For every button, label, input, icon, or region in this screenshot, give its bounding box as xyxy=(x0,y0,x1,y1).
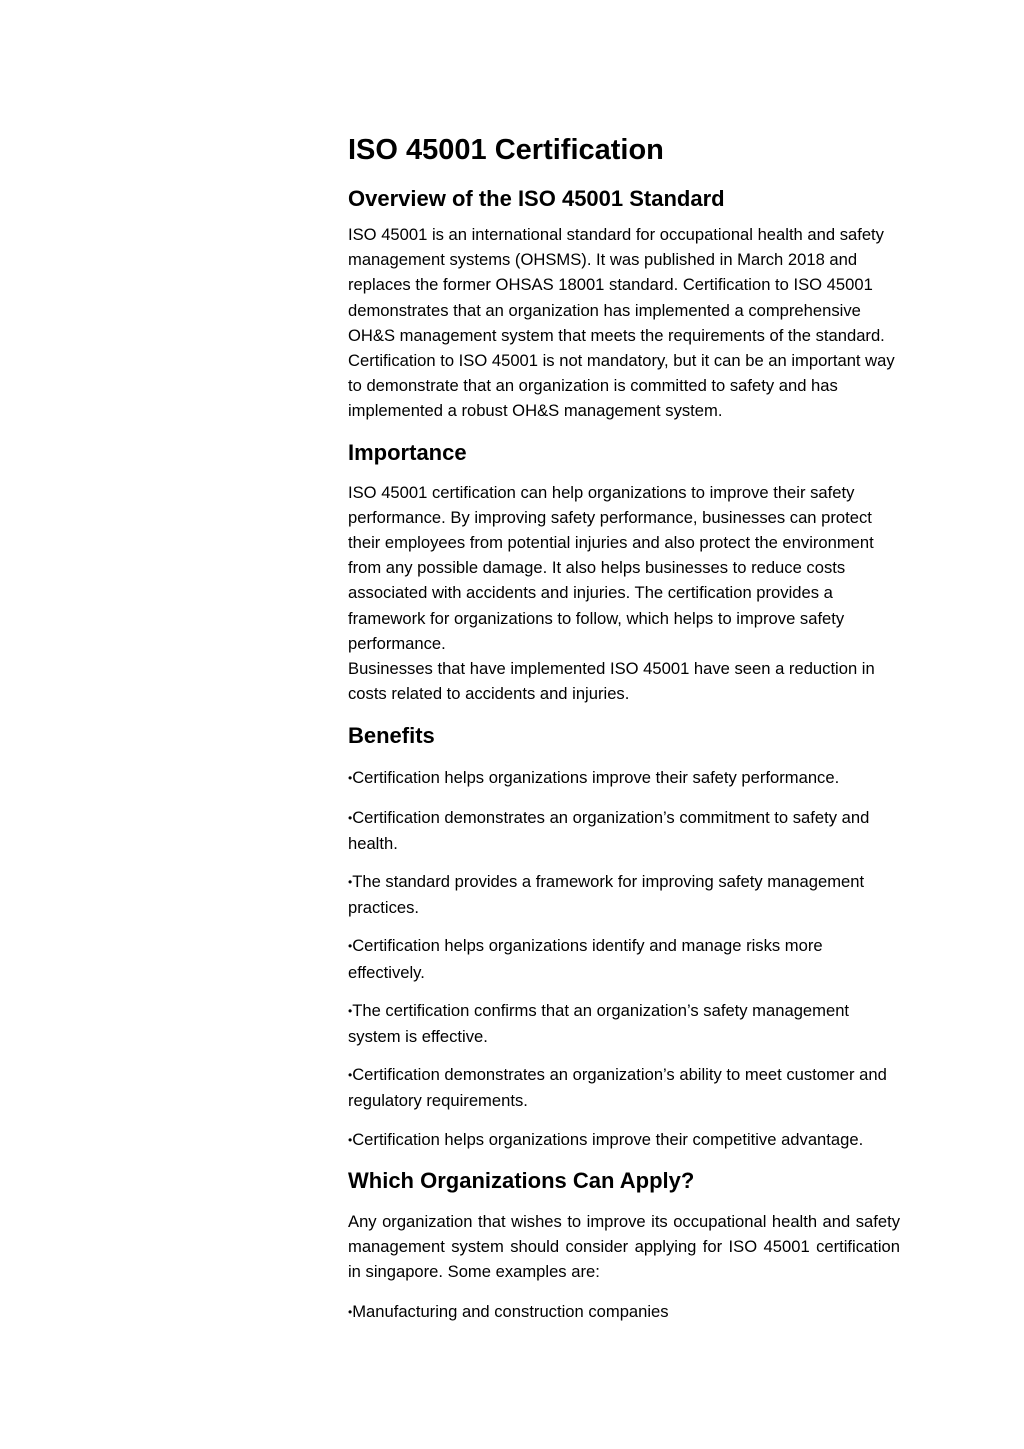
bullet-icon: • xyxy=(348,1132,353,1147)
bullet-icon: • xyxy=(348,875,353,890)
list-item: •Certification helps organizations improve their safety performance. xyxy=(348,768,840,788)
list-item: •Certification demonstrates an organization’s commitment to safety and health. xyxy=(348,807,870,853)
section-heading-apply: Which Organizations Can Apply? xyxy=(348,1167,695,1193)
importance-paragraph: ISO 45001 certification can help organizations to improve their safety performance. By improving safety performance, businesses can protect their employees from potential injuries and also protect the environment from any possible damage. It also helps businesses to reduce costs associated with accidents and injuries. The certification provides a framework for organizations to follow, which helps to improve safety performance. xyxy=(348,482,874,653)
section-heading-benefits: Benefits xyxy=(348,723,435,749)
benefits-list xyxy=(348,765,900,1152)
bullet-icon: • xyxy=(348,1068,353,1083)
section-heading-importance: Importance xyxy=(348,439,467,465)
list-item: •The certification confirms that an organization’s safety management system is effective. xyxy=(348,1000,850,1047)
apply-paragraph: Any organization that wishes to improve its occupational health and safety management system should consider applying for ISO 45001 certification in singapore. Some examples are: xyxy=(348,1211,900,1282)
list-item: •Certification helps organizations improve their competitive advantage. xyxy=(348,1129,864,1149)
list-item: •Certification helps organizations identify and manage risks more effectively. xyxy=(348,936,823,982)
bullet-icon: • xyxy=(348,939,353,954)
overview-paragraph: ISO 45001 is an international standard for occupational health and safety management systems (OHSMS). It was published in March 2018 and replaces the former OHSAS 18001 standard. Certification to ISO 45001 demonstrates that an organization has implemented a comprehensive OH&S management system that meets the requirements of the standard. Certification to ISO 45001 is not mandatory, but it can be an important way to demonstrate that an organization is committed to safety and has implemented a robust OH&S management system. xyxy=(348,225,895,421)
list-item: •The standard provides a framework for improving safety management practices. xyxy=(348,872,865,918)
importance-paragraph-2: Businesses that have implemented ISO 45001 have seen a reduction in costs related to accidents and injuries. xyxy=(348,659,875,704)
bullet-icon: • xyxy=(348,1304,353,1319)
list-item: •Certification demonstrates an organization’s ability to meet customer and regulatory requirements. xyxy=(348,1065,887,1111)
page-title: ISO 45001 Certification xyxy=(348,134,664,166)
document-page xyxy=(348,128,900,1325)
bullet-icon: • xyxy=(348,1003,353,1018)
bullet-icon: • xyxy=(348,771,353,786)
section-heading-overview: Overview of the ISO 45001 Standard xyxy=(348,186,725,211)
list-item: •Manufacturing and construction companies xyxy=(348,1301,669,1321)
examples-list xyxy=(348,1299,900,1325)
bullet-icon: • xyxy=(348,810,353,825)
